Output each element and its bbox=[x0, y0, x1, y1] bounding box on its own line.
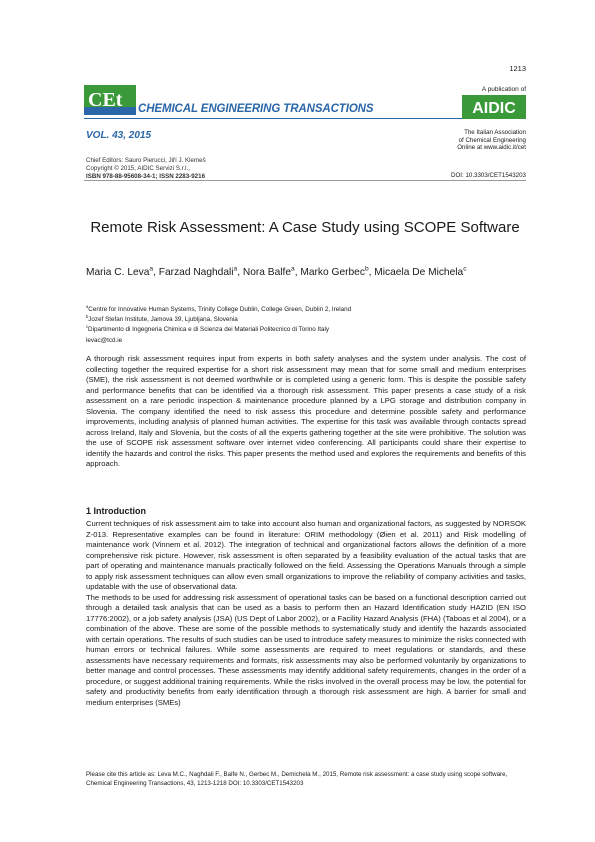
cet-logo bbox=[84, 85, 136, 115]
copyright-line: Copyright © 2015, AIDIC Servizi S.r.l., bbox=[86, 165, 190, 173]
editors-block bbox=[86, 157, 206, 182]
author-list: Maria C. Leva$^a$, Farzad Naghdali$^a$, Nora Balfe$^a$, Marko Gerbec$^b$, Micaela De Michela$^c$ bbox=[86, 265, 467, 278]
citation-footer: Please cite this article as: Leva M.C., Naghdali F., Balfe N., Gerbec M., Demichela M., 2015, Remote risk assessment: a case study using scope software, Chemical Engineering Transactions, 43, 1213-1218 DOI: 10.3303/CET1543203 bbox=[86, 771, 508, 787]
doi-label[interactable]: DOI: 10.3303/CET1543203 bbox=[451, 172, 526, 179]
header-divider bbox=[84, 180, 526, 181]
isbn-line: ISBN 978-88-95608-34-1; ISSN 2283-9216 bbox=[86, 173, 206, 181]
page-number: 1213 bbox=[509, 64, 526, 73]
affiliation-line: $^c$Dipartimento di Ingegneria Chimica e di Scienza dei Materiali Politecnico di Torino Italy bbox=[86, 324, 330, 334]
publisher-line: The Italian Association bbox=[464, 129, 526, 136]
author-affil-mark: a bbox=[149, 265, 154, 273]
journal-name: CHEMICAL ENGINEERING TRANSACTIONS bbox=[138, 103, 374, 115]
author-affil-mark: a bbox=[233, 265, 238, 273]
author-name: Marko Gerbec bbox=[300, 267, 365, 278]
editors-line: Chief Editors: Sauro Pierucci, Jiří J. Klemeš bbox=[86, 157, 206, 164]
volume-label: VOL. 43, 2015 bbox=[86, 130, 152, 141]
aidic-logo-text: AIDIC bbox=[472, 100, 516, 117]
paper-title: Remote Risk Assessment: A Case Study using SCOPE Software bbox=[90, 219, 520, 236]
author-affil-mark: b bbox=[364, 265, 369, 273]
publisher-label: A publication of bbox=[481, 86, 526, 93]
author-affil-mark: c bbox=[463, 265, 467, 273]
section-heading: 1 Introduction bbox=[86, 506, 146, 516]
affiliation-line: $^a$Centre for Innovative Human Systems, Trinity College Dublin, College Green, Dublin 2, Ireland bbox=[86, 303, 352, 313]
abstract: A thorough risk assessment requires input from experts in both safety analyses and the system under analysis. The cost of collecting together the required expertise for a short risk assessment may mean that for some small and medium enterprises (SME), the risk assessment is not deemed worthwhile or is completed using a generic form. This is despite the possible safety and performance benefits that can be identified via a thorough risk assessment. This paper presents a case study of a risk assessment on a rare periodic inspection & maintenance procedure planned by a LPG storage and distribution company in Slovenia. The company identified the need to risk assess this procedure and determine possible safety and performance improvements, including analysis of planned human activities. The expertise for this task was available through contacts spread across Ireland, Italy and Slovenia, but the costs of all the experts gathering together at the site were prohibitive. The solution was the use of SCOPE risk assessment software over internet video conferencing. All participants could share their expertise to identify the hazards and control the risks. This paper presents the method used and explores the requirements and benefits of this approach. bbox=[86, 354, 526, 468]
author-email[interactable]: levac@tcd.ie bbox=[86, 336, 123, 344]
header-rule bbox=[84, 118, 526, 119]
body-paragraph: Current techniques of risk assessment aim to take into account also human and organizational factors, as suggested by NORSOK Z-013. Representative examples can be found in literature: ORIM methodology (Øien et al. 2011) and Risk modelling of maintenance work (Vinnem et al. 2012). The integration of technical and organizational factors allows the definition of a more comprehensive risk picture. However, risk assessment is often separated by a feasibility evaluation of the actual tasks that are part of operating and maintenance manuals practically followed on the field. Assessing the Operations Manuals through a simple to apply risk assessment techniques can allow even small organizations to improve the reliability of company activities and tasks, updatable with the use of observational data. bbox=[86, 519, 526, 591]
affiliation-line: $^b$Jozef Stefan Institute, Jamova 39, Ljubljana, Slovenia bbox=[86, 314, 238, 324]
body-paragraph: The methods to be used for addressing risk assessment of operational tasks can be based on a functional description carried out through a detailed task analysis that can be used as a basis to perform then an Hazard Identification study HAZID (EN ISO 17776:2002), or a job safety analysis (JSA) (US Dept of Labor 2002), or a Facility Hazard Analysis (FHA) (Taboas et al 2004), or a combination of the above. These are some of the possible methods to systematically study and identify the hazards associated with certain operations. The results of such studies can be used to introduce safety measures to minimize the risks connected with human errors or technical failures. While some assessments are required to meet regulations or standards, and these assessments have necessary requirements and formats, risk assessments may also be performed voluntarily by organizations to better manage and control processes. These assessments may identify additional safety requirements, changes in the order of a procedure, or suggest additional training requirements. While the risks involved in the overall process may be low, the potential for safety and productivity benefits from early identification through a thorough risk assessment are high. A barrier for small and medium enterprises (SMEs) bbox=[86, 592, 526, 707]
affiliations bbox=[86, 305, 526, 346]
publisher-line: of Chemical Engineering bbox=[458, 136, 526, 144]
author-name: Nora Balfe bbox=[242, 267, 292, 278]
section-body bbox=[86, 519, 526, 708]
cet-logo-text: CEt bbox=[88, 89, 123, 111]
publisher-url[interactable]: Online at www.aidic.it/cet bbox=[457, 144, 526, 152]
author-affil-mark: a bbox=[291, 265, 295, 273]
author-name: Maria C. Leva bbox=[86, 267, 150, 278]
publisher-info bbox=[457, 129, 526, 152]
author-name: Farzad Naghdali bbox=[158, 267, 234, 278]
aidic-logo bbox=[462, 95, 526, 119]
author-name: Micaela De Michela bbox=[374, 267, 464, 278]
